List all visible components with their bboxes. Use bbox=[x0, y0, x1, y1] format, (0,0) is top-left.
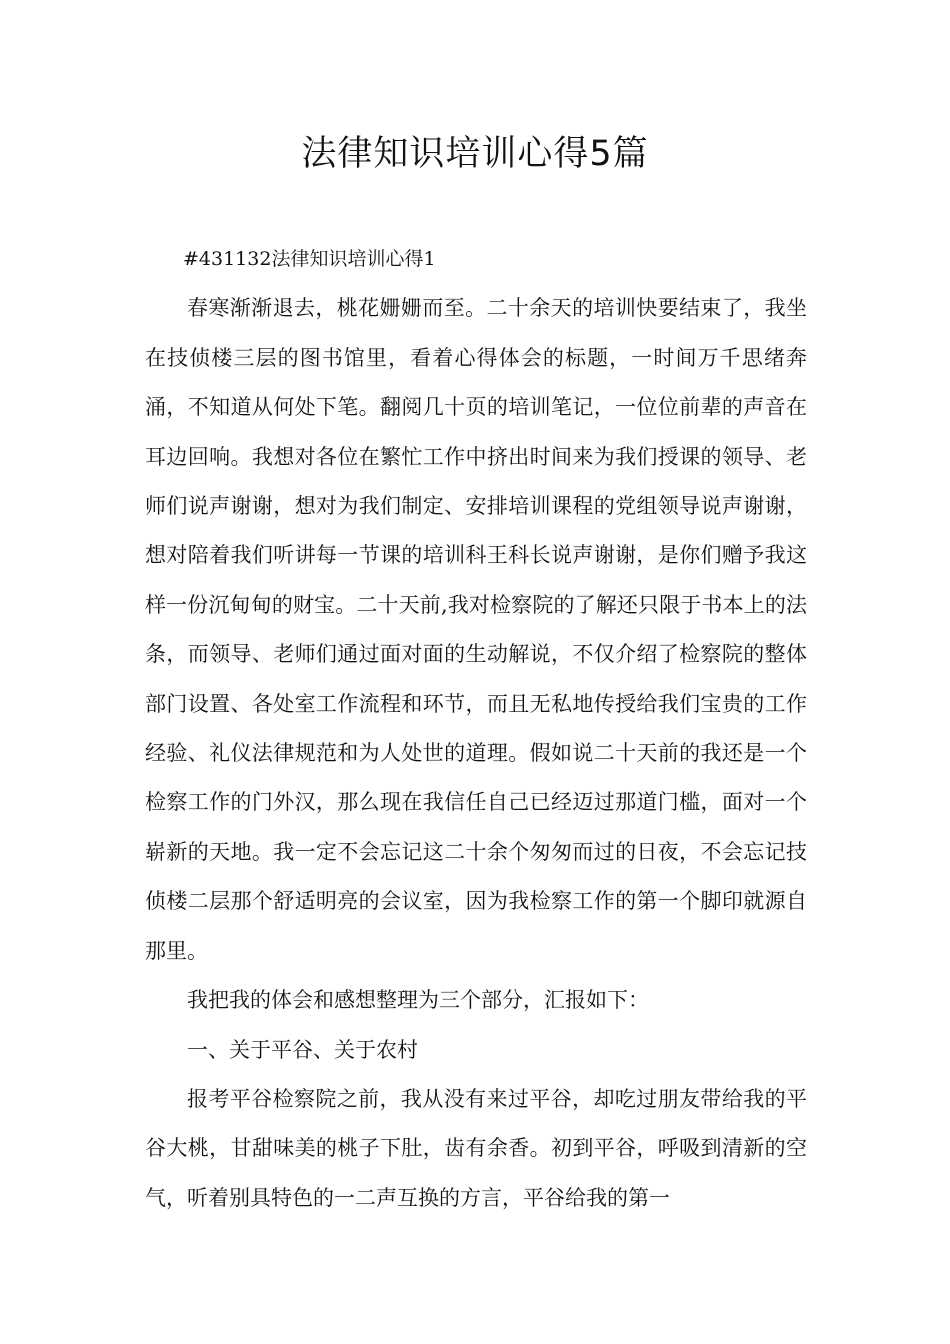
section-heading-2: 一、关于平谷、关于农村 bbox=[187, 1037, 418, 1062]
paragraph-3: 报考平谷检察院之前，我从没有来过平谷，却吃过朋友带给我的平谷大桃，甘甜味美的桃子下肚，齿有余香。初到平谷，呼吸到清新的空气，听着别具特色的一二声互换的方言，平谷给我的第一 bbox=[145, 1086, 807, 1210]
document-title: 法律知识培训心得5篇 bbox=[301, 134, 649, 174]
document-body bbox=[145, 235, 807, 1223]
paragraph-1: 春寒渐渐退去，桃花姗姗而至。二十余天的培训快要结束了，我坐在技侦楼三层的图书馆里，看着心得体会的标题，一时间万千思绪奔涌，不知道从何处下笔。翻阅几十页的培训笔记，一位位前辈的声音在耳边回响。我想对各位在繁忙工作中挤出时间来为我们授课的领导、老师们说声谢谢，想对为我们制定、安排培训课程的党组领导说声谢谢，想对陪着我们听讲每一节课的培训科王科长说声谢谢，是你们赠予我这样一份沉甸甸的财宝。二十天前,我对检察院的了解还只限于书本上的法条，而领导、老师们通过面对面的生动解说，不仅介绍了检察院的整体部门设置、各处室工作流程和环节，而且无私地传授给我们宝贵的工作经验、礼仪法律规范和为人处世的道理。假如说二十天前的我还是一个检察工作的门外汉，那么现在我信任自己已经迈过那道门槛，面对一个崭新的天地。我一定不会忘记这二十余个匆匆而过的日夜，不会忘记技侦楼二层那个舒适明亮的会议室，因为我检察工作的第一个脚印就源自那里。 bbox=[145, 296, 807, 963]
paragraph-2: 我把我的体会和感想整理为三个部分，汇报如下： bbox=[187, 988, 649, 1013]
section-heading-1: #431132法律知识培训心得1 bbox=[183, 248, 436, 270]
